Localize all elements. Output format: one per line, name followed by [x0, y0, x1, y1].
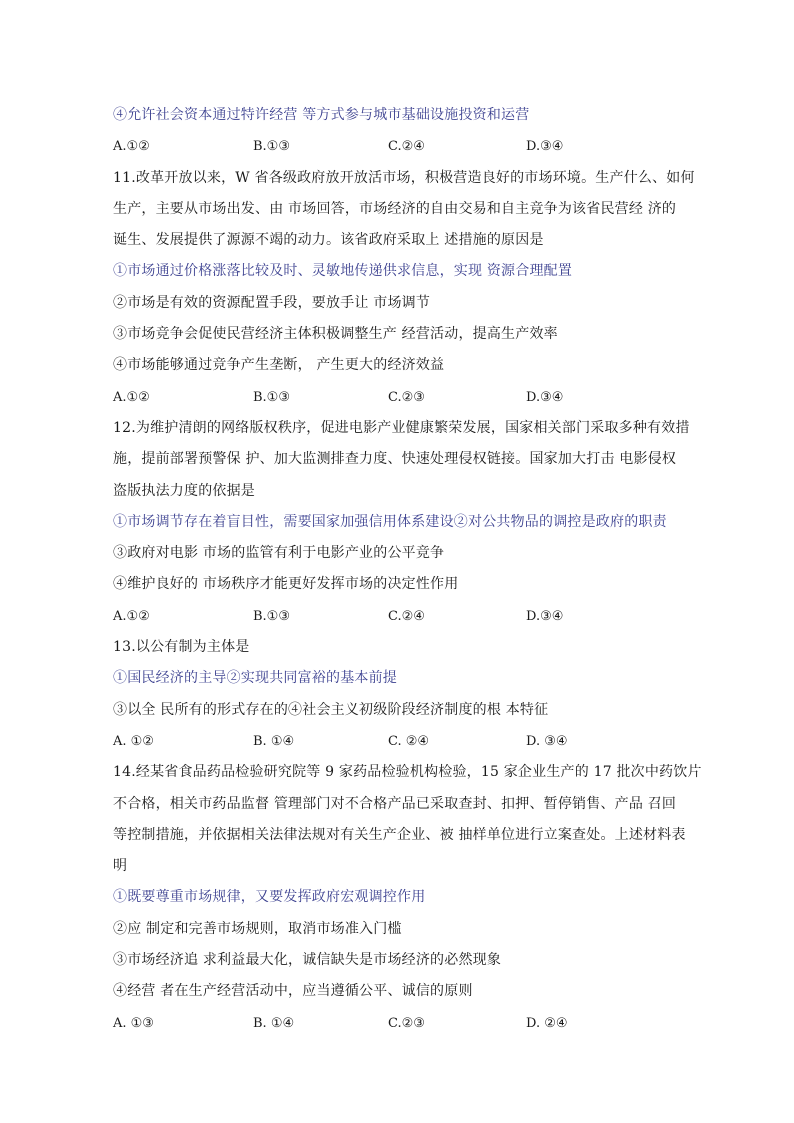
q13-choice-a: A. ①②	[113, 733, 154, 749]
q14-choice-d: D. ②④	[526, 1015, 568, 1031]
q11-option-3: ③市场竞争会促使民营经济主体积极调整生产 经营活动，提高生产效率	[113, 326, 558, 343]
q12-option-3: ③政府对电影 市场的监管有利于电影产业的公平竞争	[113, 545, 445, 562]
q12-option-4: ④维护良好的 市场秩序才能更好发挥市场的决定性作用	[113, 576, 459, 593]
q10-choices	[113, 131, 688, 162]
q14-stem-line-3: 等控制措施，并依据相关法律法规对有关生产企业、被 抽样单位进行立案查处。上述材料表	[113, 826, 686, 843]
q13-option-3-4: ③以全 民所有的形式存在的④社会主义初级阶段经济制度的根 本特征	[113, 701, 549, 718]
q14-option-1: ①既要尊重市场规律，又要发挥政府宏观调控作用	[113, 889, 426, 906]
q10-choice-b: B.①③	[253, 139, 290, 155]
q14-stem-line-1: 14.经某省食品药品检验研究院等 9 家药品检验机构检验，15 家企业生产的 17 批次中药饮片	[113, 764, 702, 781]
q14-option-3: ③市场经济追 求利益最大化，诚信缺失是市场经济的必然现象	[113, 952, 502, 969]
q11-choice-a: A.①②	[113, 389, 150, 405]
q11-stem-line-2: 生产，主要从市场出发、由 市场回答，市场经济的自由交易和自主竞争为该省民营经 济的	[113, 200, 677, 217]
q10-option-4: ④允许社会资本通过特许经营 等方式参与城市基础设施投资和运营	[113, 107, 530, 123]
q12-choice-d: D.③④	[526, 608, 564, 624]
q12-stem-line-2: 施，提前部署预警保 护、加大监测排查力度、快速处理侵权链接。国家加大打击 电影侵权	[113, 451, 677, 468]
q12-choice-c: C.②④	[388, 608, 425, 624]
page-content	[113, 100, 702, 1039]
q10-choice-d: D.③④	[526, 139, 564, 155]
q11-stem-line-1: 11.改革开放以来，W 省各级政府放开放活市场，积极营造良好的市场环境。生产什么、如何	[113, 169, 695, 186]
q14-choice-a: A. ①③	[113, 1015, 154, 1031]
q13-choice-d: D. ③④	[526, 733, 568, 749]
q11-choice-c: C.②③	[388, 389, 425, 405]
q13-choices	[113, 726, 688, 757]
q11-choice-b: B.①③	[253, 389, 290, 405]
q14-stem-line-2: 不合格，相关市药品监督 管理部门对不合格产品已采取查封、扣押、暂停销售、产品 召回	[113, 795, 677, 812]
q11-option-2: ②市场是有效的资源配置手段，要放手让 市场调节	[113, 294, 431, 311]
q13-option-1-2: ①国民经济的主导②实现共同富裕的基本前提	[113, 670, 397, 687]
q14-choice-b: B. ①④	[253, 1015, 295, 1031]
q12-choice-b: B.①③	[253, 608, 290, 624]
q11-choices	[113, 382, 688, 413]
q14-choice-c: C.②③	[388, 1015, 425, 1031]
q12-option-1-2: ①市场调节存在着盲目性，需要国家加强信用体系建设②对公共物品的调控是政府的职责	[113, 513, 667, 530]
q10-choice-a: A.①②	[113, 139, 150, 155]
q14-choices	[113, 1008, 688, 1039]
q14-option-4: ④经营 者在生产经营活动中，应当遵循公平、诚信的原则	[113, 983, 473, 1000]
q11-choice-d: D.③④	[526, 389, 564, 405]
q12-stem-line-1: 12.为维护清朗的网络版权秩序，促进电影产业健康繁荣发展，国家相关部门采取多种有效措	[113, 419, 690, 436]
q14-option-2: ②应 制定和完善市场规则，取消市场准入门槛	[113, 920, 402, 937]
q11-option-1: ①市场通过价格涨落比较及时、灵敏地传递供求信息，实现 资源合理配置	[113, 263, 573, 280]
q11-stem-line-3: 诞生、发展提供了源源不竭的动力。该省政府采取上 述措施的原因是	[113, 232, 544, 249]
q11-option-4: ④市场能够通过竞争产生垄断， 产生更大的经济效益	[113, 357, 445, 374]
q12-choices	[113, 601, 688, 632]
q12-stem-line-3: 盗版执法力度的依据是	[113, 482, 255, 499]
q13-choice-b: B. ①④	[253, 733, 295, 749]
q13-stem: 13.以公有制为主体是	[113, 639, 250, 656]
q14-stem-line-4: 明	[113, 858, 128, 875]
q10-choice-c: C.②④	[388, 139, 425, 155]
q12-choice-a: A.①②	[113, 608, 150, 624]
q13-choice-c: C. ②④	[388, 733, 430, 749]
